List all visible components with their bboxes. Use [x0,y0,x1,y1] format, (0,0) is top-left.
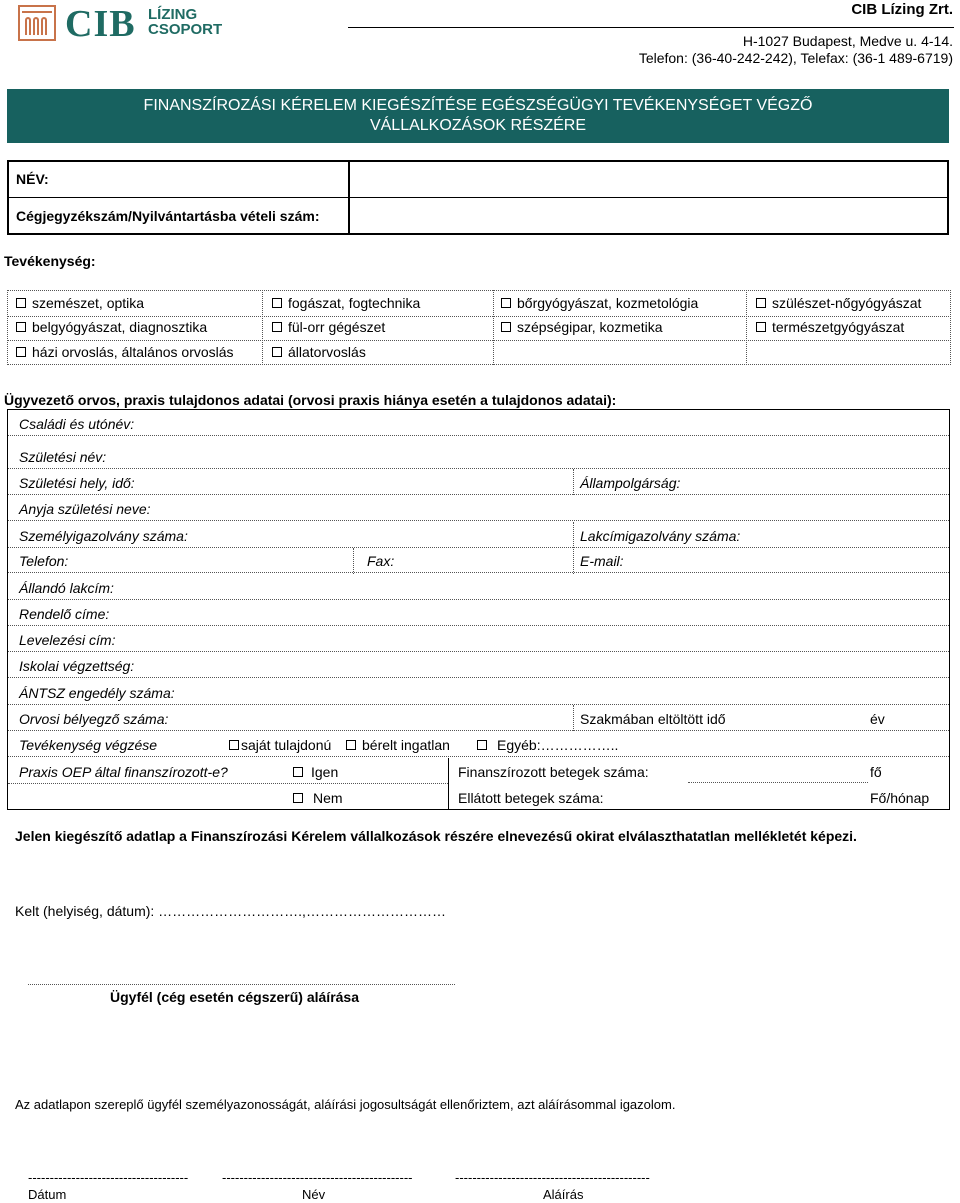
mail-address-label: Levelezési cím: [19,632,116,648]
manager-heading: Ügyvezető orvos, praxis tulajdonos adatai (orvosi praxis hiánya esetén a tulajdonos adatai): [4,392,617,408]
address-card-label: Lakcímigazolvány száma: [580,528,741,544]
contact-row[interactable] [8,547,949,573]
oep-no-option[interactable]: Nem [293,790,343,806]
activity-option[interactable]: bőrgyógyászat, kozmetológia [501,295,698,311]
attachment-note: Jelen kiegészítő adatlap a Finanszírozási Kérelem vállalkozások részére elnevezésű okirat elválaszthatatlan mellékletét képezi. [15,828,857,844]
family-name-label: Családi és utónév: [19,416,135,432]
name-field[interactable] [350,162,947,196]
id-number-label: Személyigazolvány száma: [19,528,188,544]
date-signature-line[interactable]: ------------------------------------- [28,1170,189,1185]
logo-line1: LÍZING [148,6,198,23]
birth-place-row[interactable] [8,469,949,495]
checkbox-icon [272,347,282,357]
header-rule [348,27,954,28]
other-option[interactable]: Egyéb:…………….. [477,737,618,753]
checkbox-icon [293,767,303,777]
years-in-field-label: Szakmában eltöltött idő [580,711,726,727]
oep-row-2 [8,784,949,810]
financed-patients-field[interactable] [688,782,868,783]
reg-number-label: Cégjegyzékszám/Nyilvántartásba vételi szám: [16,208,320,224]
signature-line[interactable]: --------------------------------------------- [455,1170,650,1185]
dated-field[interactable]: Kelt (helyiség, dátum): ………………………….,………………………… [15,903,446,919]
footer-signature-label: Aláírás [543,1187,584,1202]
checkbox-icon [756,322,766,332]
email-label: E-mail: [580,553,624,569]
activity-row-2 [7,315,951,341]
education-label: Iskolai végzettség: [19,658,135,674]
name-signature-line[interactable]: -------------------------------------------- [222,1170,413,1185]
rented-property-option[interactable]: bérelt ingatlan [346,737,450,753]
footer-name-label: Név [302,1187,326,1202]
phone-label: Telefon: [19,553,69,569]
title-line1: FINANSZÍROZÁSI KÉRELEM KIEGÉSZÍTÉSE EGÉSZSÉGÜGYI TEVÉKENYSÉGET VÉGZŐ [143,97,813,114]
mail-address-row[interactable] [8,626,949,652]
title-line2: VÁLLALKOZÁSOK RÉSZÉRE [369,117,587,134]
activity-option[interactable]: fül-orr gégészet [272,319,385,335]
activity-option[interactable]: állatorvoslás [272,344,366,360]
office-address-row[interactable] [8,600,949,626]
citizenship-label: Állampolgárság: [580,475,681,491]
title-banner [7,89,949,143]
verification-text: Az adatlapon szereplő ügyfél személyazonosságát, aláírási jogosultságát ellenőriztem, azt aláírásommal igazolom. [15,1097,676,1112]
own-property-option[interactable]: saját tulajdonú [229,737,331,753]
checkbox-icon [756,298,766,308]
activity-mode-row [8,731,949,757]
birth-name-row[interactable] [8,443,949,469]
activity-heading: Tevékenység: [4,253,96,269]
birth-name-label: Születési név: [19,449,107,465]
office-address-label: Rendelő címe: [19,606,110,622]
activity-row-1 [7,290,951,317]
oep-yes-option[interactable]: Igen [293,764,338,780]
financed-unit: fő [870,764,882,780]
logo-building-icon [18,5,56,41]
served-patients-label: Ellátott betegek száma: [458,790,604,806]
birth-place-label: Születési hely, idő: [19,475,135,491]
manager-data-box [7,409,950,810]
oep-row [8,758,949,784]
activity-option[interactable]: természetgyógyászat [756,319,904,335]
activity-option[interactable]: házi orvoslás, általános orvoslás [16,344,234,360]
permanent-address-label: Állandó lakcím: [19,580,114,596]
client-signature-label: Ügyfél (cég esetén cégszerű) aláírása [110,989,360,1005]
checkbox-icon [272,298,282,308]
mother-name-label: Anyja születési neve: [19,501,151,517]
activity-mode-label: Tevékenység végzése [19,737,158,753]
id-row[interactable] [8,522,949,548]
checkbox-icon [501,298,511,308]
logo-line2: CSOPORT [148,21,223,38]
footer-date-label: Dátum [28,1187,67,1202]
checkbox-icon [501,322,511,332]
checkbox-icon [477,740,487,750]
stamp-row[interactable] [8,705,949,731]
served-unit: Fő/hónap [870,790,930,806]
logo-text: CIB [65,3,136,45]
permanent-address-row[interactable] [8,574,949,600]
fax-label: Fax: [367,553,395,569]
activity-option[interactable]: szülészet-nőgyógyászat [756,295,921,311]
company-box [7,160,949,235]
checkbox-icon [16,347,26,357]
client-signature-line[interactable] [28,984,455,985]
activity-option[interactable]: belgyógyászat, diagnosztika [16,319,207,335]
activity-row-3 [7,340,951,365]
name-label: NÉV: [16,171,49,187]
antsz-label: ÁNTSZ engedély száma: [19,685,175,701]
oep-question-label: Praxis OEP által finanszírozott-e? [19,764,228,780]
checkbox-icon [293,793,303,803]
antsz-row[interactable] [8,679,949,705]
checkbox-icon [229,740,239,750]
activity-option[interactable]: fogászat, fogtechnika [272,295,420,311]
company-phone: Telefon: (36-40-242-242), Telefax: (36-1 489-6719) [638,50,953,66]
education-row[interactable] [8,652,949,678]
reg-number-field[interactable] [350,198,947,233]
mother-name-row[interactable] [8,495,949,521]
family-name-row[interactable] [8,410,949,436]
stamp-label: Orvosi bélyegző száma: [19,711,169,727]
checkbox-icon [346,740,356,750]
activity-option[interactable]: szemészet, optika [16,295,144,311]
years-unit: év [870,711,885,727]
activity-option[interactable]: szépségipar, kozmetika [501,319,663,335]
checkbox-icon [16,322,26,332]
checkbox-icon [272,322,282,332]
financed-patients-label: Finanszírozott betegek száma: [458,764,649,780]
checkbox-icon [16,298,26,308]
company-name: CIB Lízing Zrt. [851,1,953,18]
company-address: H-1027 Budapest, Medve u. 4-14. [742,33,953,49]
